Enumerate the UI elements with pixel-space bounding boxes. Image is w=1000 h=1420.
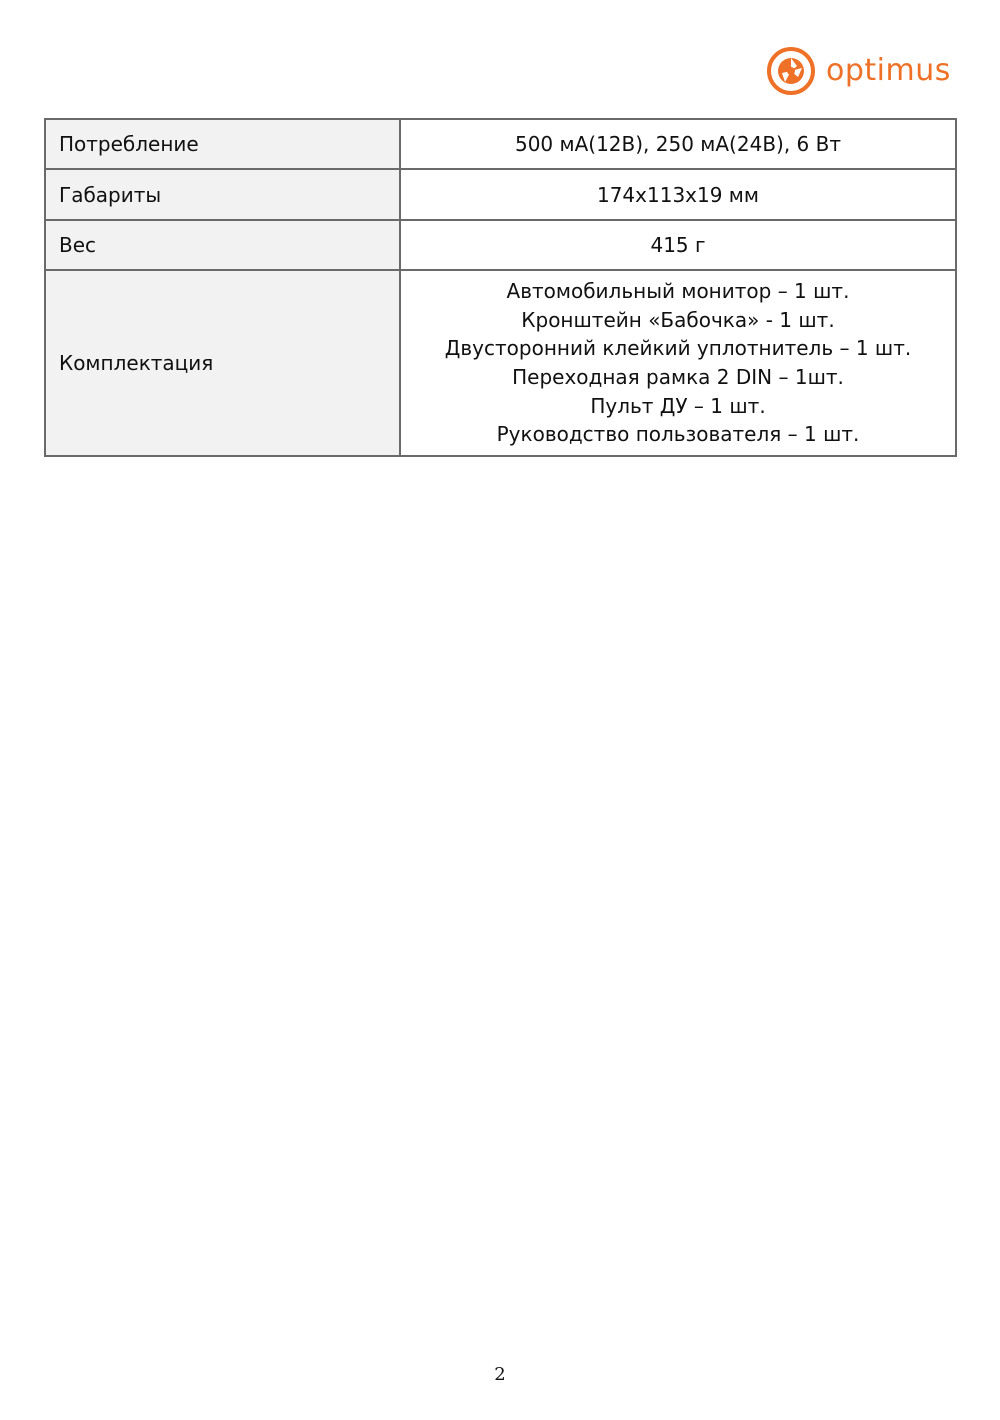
package-item: Переходная рамка 2 DIN – 1шт. bbox=[512, 365, 844, 389]
brand-logo bbox=[766, 46, 951, 96]
table-row bbox=[45, 220, 956, 270]
spec-value: 500 мА(12В), 250 мА(24В), 6 Вт bbox=[400, 119, 956, 169]
spec-value: 174х113х19 мм bbox=[400, 169, 956, 220]
spec-label: Габариты bbox=[45, 169, 400, 220]
specs-table bbox=[44, 118, 957, 457]
optimus-logo-icon bbox=[766, 46, 816, 96]
package-item: Пульт ДУ – 1 шт. bbox=[590, 393, 766, 418]
table-row bbox=[45, 270, 956, 456]
page-number: 2 bbox=[494, 1364, 506, 1385]
spec-label: Комплектация bbox=[45, 270, 400, 456]
package-item: Кронштейн «Бабочка» - 1 шт. bbox=[521, 307, 835, 332]
spec-label: Вес bbox=[45, 220, 400, 270]
table-row bbox=[45, 169, 956, 220]
table-row bbox=[45, 119, 956, 169]
brand-name: optimus bbox=[826, 53, 951, 88]
spec-value: 415 г bbox=[400, 220, 956, 270]
spec-value-list bbox=[400, 270, 956, 456]
package-item: Двусторонний клейкий уплотнитель – 1 шт. bbox=[444, 336, 912, 361]
package-item: Автомобильный монитор – 1 шт. bbox=[506, 279, 850, 304]
package-item: Руководство пользователя – 1 шт. bbox=[496, 422, 860, 447]
spec-label: Потребление bbox=[45, 119, 400, 169]
